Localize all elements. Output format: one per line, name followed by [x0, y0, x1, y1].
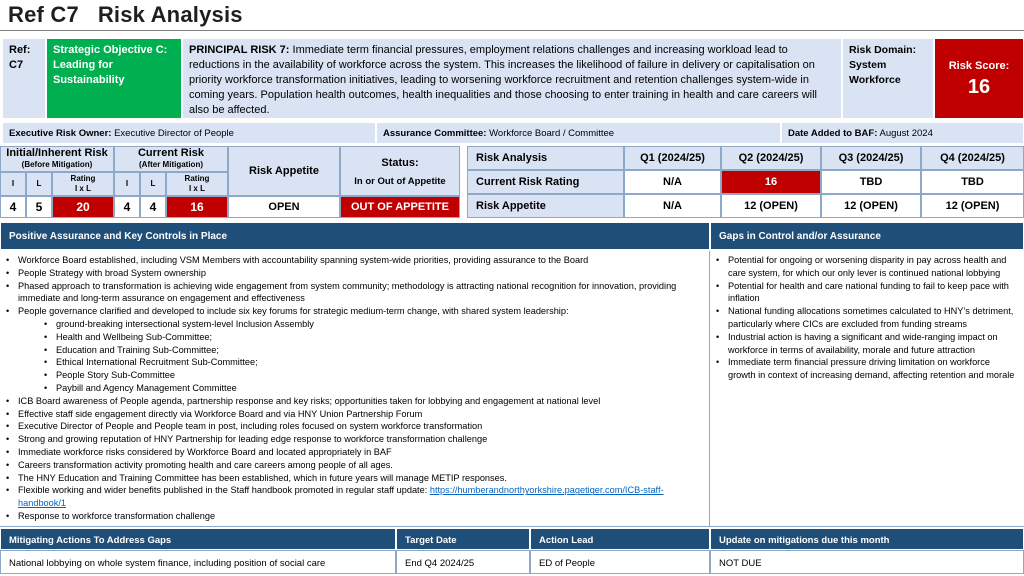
control-item: • Phased approach to transformation is achieving wide engagement from system community; methodology is attracting national recognition for innovation, providing immediate and long-term assurance on engagement and effectiveness [4, 280, 691, 306]
risk-appetite-row-label: Risk Appetite [467, 194, 624, 218]
current-rating-sub: I x L [188, 184, 205, 193]
risk-domain [842, 38, 934, 119]
gaps-list [714, 254, 1018, 382]
principal-risk-text: Immediate term financial pressures, employment relations challenges and increasing workload lead to reductions in the availability of workforce across the system. This increases the likelihood of failure in delivery or capitalisation on priority workforce transformation initiatives, leading to worsening workforce recruitment and retention challenges system-wide in coming years. Population health outcomes, health inequalities and those choosing to enter training in health and care careers will also be affected. [189, 44, 817, 116]
objective-text: Strategic Objective C: Leading for Sustainability [53, 44, 168, 86]
risk-score-label: Risk Score: [948, 60, 1010, 72]
status-header [340, 146, 460, 196]
control-item: • Strong and growing reputation of HNY Partnership for leading edge response to workforce transformation challenge [4, 433, 691, 446]
q4-appetite: 12 (OPEN) [921, 194, 1024, 218]
target-date-heading: Target Date [396, 528, 530, 550]
title-divider [0, 30, 1024, 31]
control-sub-item: • ground-breaking intersectional system-level Inclusion Assembly [4, 318, 691, 331]
control-item: • Careers transformation activity promoting health and care careers among people of all ages. [4, 459, 691, 472]
update-heading: Update on mitigations due this month [710, 528, 1024, 550]
q4-current-rating: TBD [921, 170, 1024, 194]
status-label: Status: [381, 157, 419, 169]
staff-handbook-link[interactable]: https://humberandnorthyorkshire.pagetiger.com/ICB-staff-handbook/1 [18, 485, 664, 509]
initial-rating-label: Rating [70, 174, 96, 183]
action-text: National lobbying on whole system finance, including position of social care [0, 550, 396, 574]
control-item: • Workforce Board established, including VSM Members with accountability spanning system-wide priorities, providing assurance to the Board [4, 254, 691, 267]
action-lead: ED of People [530, 550, 710, 574]
action-target: End Q4 2024/25 [396, 550, 530, 574]
assurance-committee [376, 122, 781, 144]
q3-header: Q3 (2024/25) [821, 146, 921, 170]
actions-heading: Mitigating Actions To Address Gaps [0, 528, 396, 550]
risk-title: Risk Analysis [97, 2, 243, 27]
q3-current-rating: TBD [821, 170, 921, 194]
ref-value: C7 [9, 59, 24, 71]
q2-appetite: 12 (OPEN) [721, 194, 821, 218]
current-l-header: L [140, 172, 166, 196]
initial-i-header: I [0, 172, 26, 196]
control-sub-item: • Health and Wellbeing Sub-Committee; [4, 331, 691, 344]
risk-score-value: 16 [967, 76, 991, 98]
current-i-header: I [114, 172, 140, 196]
initial-l-value: 5 [26, 196, 52, 218]
q2-current-rating: 16 [721, 170, 821, 194]
current-rating-value: 16 [166, 196, 228, 218]
committee-value: Workforce Board / Committee [489, 128, 615, 139]
current-risk-rating-label: Current Risk Rating [467, 170, 624, 194]
ref-title: Ref C7 [8, 2, 79, 27]
quarter-table [467, 146, 1024, 218]
control-item: • People governance clarified and developed to include six key forums for strategic medium-term change, with shared system leadership: [4, 305, 691, 318]
initial-rating-value: 20 [52, 196, 114, 218]
q3-appetite: 12 (OPEN) [821, 194, 921, 218]
principal-risk [182, 38, 842, 119]
strategic-objective [46, 38, 182, 119]
control-sub-item: • Ethical International Recruitment Sub-Committee; [4, 356, 691, 369]
initial-i-value: 4 [0, 196, 26, 218]
gap-item: • Immediate term financial pressure driving limitation on workforce growth in context of increasing demand, affecting retention and morale [714, 356, 1018, 382]
control-sub-item: • People Story Sub-Committee [4, 369, 691, 382]
risk-score-box [934, 38, 1024, 119]
page-title [8, 2, 243, 28]
owner-label: Executive Risk Owner: [9, 128, 112, 139]
q2-header: Q2 (2024/25) [721, 146, 821, 170]
control-item: • Immediate workforce risks considered by Workforce Board and located appropriately in BAF [4, 446, 691, 459]
status-sub: In or Out of Appetite [354, 176, 446, 187]
current-rating-header [166, 172, 228, 196]
current-risk-header [114, 146, 228, 172]
initial-risk-sub: (Before Mitigation) [21, 160, 93, 169]
date-value: August 2024 [879, 128, 933, 139]
gap-item: • Potential for ongoing or worsening disparity in pay across health and care system, for which our only lever is continued national lobbying [714, 254, 1018, 280]
gap-item: • National funding allocations sometimes calculated to HNY’s detriment, particularly where CICs are excluded from funding streams [714, 305, 1018, 331]
control-item: • Response to workforce transformation challenge [4, 510, 691, 523]
initial-rating-header [52, 172, 114, 196]
initial-risk-header [0, 146, 114, 172]
date-label: Date Added to BAF: [788, 128, 878, 139]
action-lead-heading: Action Lead [530, 528, 710, 550]
status-value: OUT OF APPETITE [340, 196, 460, 218]
control-sub-item: • Education and Training Sub-Committee; [4, 344, 691, 357]
current-rating-label: Rating [184, 174, 210, 183]
risk-owner [2, 122, 376, 144]
domain-value: System Workforce [849, 59, 901, 86]
initial-risk-label: Initial/Inherent Risk [6, 147, 108, 159]
control-item: • ICB Board awareness of People agenda, partnership response and key risks; opportunities taken for lobbying and engagement at national level [4, 395, 691, 408]
current-risk-sub: (After Mitigation) [139, 160, 203, 169]
owner-value: Executive Director of People [114, 128, 234, 139]
current-i-value: 4 [114, 196, 140, 218]
current-risk-label: Current Risk [137, 147, 205, 159]
control-item: • Effective staff side engagement directly via Workforce Board and via HNY Union Partnership Forum [4, 408, 691, 421]
risk-appetite-header: Risk Appetite [228, 146, 340, 196]
committee-label: Assurance Committee: [383, 128, 487, 139]
q1-header: Q1 (2024/25) [624, 146, 721, 170]
gap-item: • Industrial action is having a significant and wide-ranging impact on workforce in terms of availability, morale and future attraction [714, 331, 1018, 357]
flexible-text: Flexible working and wider benefits published in the Staff handbook promoted in regular staff update: [18, 485, 428, 496]
control-sub-item: • Paybill and Agency Management Committee [4, 382, 691, 395]
ref-label: Ref: [9, 44, 31, 56]
controls-heading: Positive Assurance and Key Controls in Place [0, 222, 710, 250]
risk-analysis-header: Risk Analysis [467, 146, 624, 170]
controls-list [4, 254, 691, 523]
principal-risk-label: PRINCIPAL RISK 7: [189, 44, 290, 56]
control-item: • Executive Director of People and People team in post, including roles focused on system workforce transformation [4, 420, 691, 433]
q4-header: Q4 (2024/25) [921, 146, 1024, 170]
ref-cell [2, 38, 46, 119]
control-item-flexible [4, 484, 691, 510]
action-update: NOT DUE [710, 550, 1024, 574]
initial-rating-sub: I x L [74, 184, 91, 193]
date-added [781, 122, 1024, 144]
q1-current-rating: N/A [624, 170, 721, 194]
controls-panel [0, 251, 710, 527]
risk-rating-table [0, 146, 460, 218]
control-item: • People Strategy with broad System ownership [4, 267, 691, 280]
initial-l-header: L [26, 172, 52, 196]
current-l-value: 4 [140, 196, 166, 218]
gaps-panel [710, 251, 1024, 527]
gap-item: • Potential for health and care national funding to fail to keep pace with inflation [714, 280, 1018, 306]
q1-appetite: N/A [624, 194, 721, 218]
gaps-heading: Gaps in Control and/or Assurance [710, 222, 1024, 250]
risk-appetite-value: OPEN [228, 196, 340, 218]
control-item: • The HNY Education and Training Committee has been established, which in future years will manage METIP responses. [4, 472, 691, 485]
domain-label: Risk Domain: [849, 44, 917, 56]
